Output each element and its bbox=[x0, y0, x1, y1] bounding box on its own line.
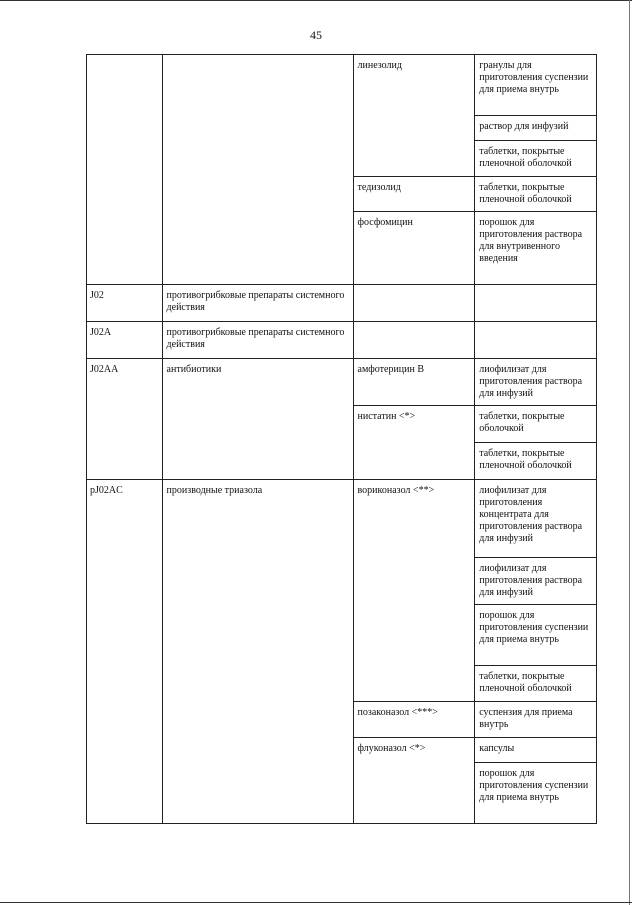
dosage-form-cell: гранулы для приготовления суспензии для приема внутрь bbox=[475, 55, 597, 116]
dosage-form-cell: таблетки, покрытые пленочной оболочкой bbox=[475, 666, 597, 702]
dosage-form-cell: лиофилизат для приготовления раствора для инфузий bbox=[475, 558, 597, 605]
drug-name-cell: позаконазол <***> bbox=[353, 702, 475, 738]
drug-name-cell: фосфомицин bbox=[353, 212, 475, 285]
table-row bbox=[87, 480, 597, 558]
dosage-form-cell: лиофилизат для приготовления концентрата для приготовления раствора для инфузий bbox=[475, 480, 597, 558]
dosage-form-cell: капсулы bbox=[475, 738, 597, 763]
dosage-form-cell: таблетки, покрытые пленочной оболочкой bbox=[475, 177, 597, 212]
drug-name-cell: линезолид bbox=[353, 55, 475, 177]
dosage-form-cell: таблетки, покрытые оболочкой bbox=[475, 406, 597, 443]
drug-name-cell: амфотерицин B bbox=[353, 359, 475, 406]
drug-name-cell bbox=[353, 285, 475, 322]
table-row bbox=[87, 55, 597, 116]
dosage-form-cell: лиофилизат для приготовления раствора для инфузий bbox=[475, 359, 597, 406]
page-bottom-edge bbox=[0, 902, 632, 903]
dosage-form-cell: таблетки, покрытые пленочной оболочкой bbox=[475, 141, 597, 177]
group-name-cell bbox=[162, 55, 353, 285]
atc-code-cell: J02 bbox=[87, 285, 163, 322]
table-row bbox=[87, 322, 597, 359]
drug-name-cell: вориконазол <**> bbox=[353, 480, 475, 702]
group-name-cell: противогрибковые препараты системного действия bbox=[162, 285, 353, 322]
drug-name-cell: флуконазол <*> bbox=[353, 738, 475, 824]
dosage-form-cell: порошок для приготовления суспензии для приема внутрь bbox=[475, 763, 597, 824]
page-number: 45 bbox=[310, 28, 322, 42]
table-row bbox=[87, 285, 597, 322]
table-row bbox=[87, 359, 597, 406]
dosage-form-cell: порошок для приготовления раствора для внутривенного введения bbox=[475, 212, 597, 285]
atc-code-cell bbox=[87, 55, 163, 285]
dosage-form-cell: суспензия для приема внутрь bbox=[475, 702, 597, 738]
dosage-form-cell: порошок для приготовления суспензии для приема внутрь bbox=[475, 605, 597, 666]
atc-code-cell: J02A bbox=[87, 322, 163, 359]
group-name-cell: противогрибковые препараты системного действия bbox=[162, 322, 353, 359]
drug-name-cell: тедизолид bbox=[353, 177, 475, 212]
page-right-edge bbox=[629, 0, 630, 905]
atc-code-cell: pJ02AC bbox=[87, 480, 163, 824]
drug-table bbox=[86, 54, 597, 824]
group-name-cell: производные триазола bbox=[162, 480, 353, 824]
dosage-form-cell: таблетки, покрытые пленочной оболочкой bbox=[475, 443, 597, 480]
dosage-form-cell: раствор для инфузий bbox=[475, 116, 597, 141]
atc-code-cell: J02AA bbox=[87, 359, 163, 480]
drug-name-cell: нистатин <*> bbox=[353, 406, 475, 480]
dosage-form-cell bbox=[475, 285, 597, 322]
drug-name-cell bbox=[353, 322, 475, 359]
group-name-cell: антибиотики bbox=[162, 359, 353, 480]
page-top-edge bbox=[0, 0, 632, 1]
dosage-form-cell bbox=[475, 322, 597, 359]
